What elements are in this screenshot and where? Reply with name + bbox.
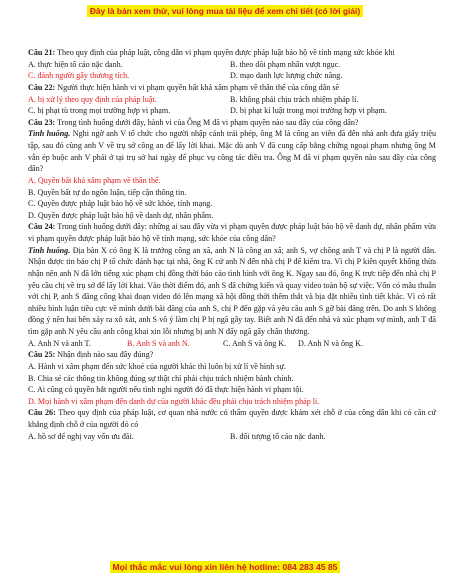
- option-b: B. theo dõi phạm nhân vượt ngục.: [230, 59, 341, 69]
- question-text: Trong tình huống dưới đây: những ai sau đây vừa vi phạm quyền được pháp luật bảo hộ về danh dự, nhân phẩm vừa vi phạm quyền được pháp luật bảo hộ về tính mạng, sức khỏe của công dân?: [28, 222, 436, 243]
- options-row: [28, 59, 436, 71]
- options-row: [28, 70, 436, 82]
- option-a: A. Anh N và anh T.: [28, 338, 91, 348]
- option-d-answer: D. Mọi hành vi xâm phạm đến danh dự của người khác đều phải chịu trách nhiệm pháp lí.: [28, 396, 320, 406]
- option-a-answer: A. bị xử lý theo quy định của pháp luật.: [28, 94, 157, 104]
- option-b: B. Chia sẻ các thông tin không đúng sự thật chỉ phải chịu trách nhiệm hành chính.: [28, 373, 294, 383]
- option-a: A. Hành vi xâm phạm đến sức khoẻ của người khác thì luôn bị xử lí về hình sự.: [28, 361, 286, 371]
- question-number: Câu 21:: [28, 48, 56, 57]
- question-21: [28, 47, 436, 59]
- option-c: C. Anh S và ông K.: [223, 338, 287, 348]
- situation-label: Tình huống.: [28, 129, 71, 139]
- option-a-answer: A. Quyền bất khả xâm phạm về thân thể.: [28, 175, 161, 185]
- situation-24: [28, 245, 436, 338]
- option-b: B. đối tượng tố cáo nặc danh.: [230, 431, 326, 441]
- option-d: D. Anh N và ông K.: [298, 338, 363, 348]
- question-number: Câu 23:: [28, 117, 56, 127]
- options-row: [28, 94, 436, 106]
- situation-text: Địa bàn X có ông K là trưởng công an xã, anh N là công an xã; anh S, vợ chồng anh T và chị P là người dân. Nhận được tin báo chị P tổ chức đánh bạc tại nhà, ông K cử anh N đến nhà chị P để kiểm tra. Vì chị P kiên quyết không thừa nhận nên anh N đã lớn tiếng xúc phạm chị đồng thời báo cáo tình hình với ông K. Ngay sau đó, ông K trực tiếp đến nhà chị P yêu cầu chị về trụ sở để lấy lời khai. Vào thời điểm đó, anh S đã chứng kiến và quay video toàn bộ sự việc. Vốn có mâu thuẫn với chị P, anh S đăng công khai đoạn video đó lên mạng xã hội đồng thời thêm thắt và bịa đặt nhiều tình tiết khác. Vì có rất nhiều bình luận tiêu cực về mình dưới bài đăng của anh S, chị P đến gặp và yêu cầu anh S gỡ bài đăng trên. Do anh S không đồng ý nên hai bên xảy ra xô xát, anh S vô ý làm chị P bị ngã gây tay. Biết anh N đã đến nhà và xúc phạm vợ mình, anh T đã tìm gặp anh N yêu cầu anh công khai xin lỗi nhưng bị anh N đẩy ngã gây chấn thương.: [28, 245, 437, 336]
- options-row: [28, 105, 436, 117]
- option-a: A. thực hiện tố cáo nặc danh.: [28, 59, 123, 69]
- question-text: Theo quy định của pháp luật, cơ quan nhà nước có thẩm quyền được khám xét chỗ ở của công dân khi có căn cứ khẳng định chỗ ở của người đó có: [28, 408, 436, 429]
- question-number: Câu 22:: [28, 82, 56, 92]
- hotline-banner: Mọi thắc mắc vui lòng xin liên hệ hotline: 084 283 45 85: [0, 562, 450, 572]
- question-number: Câu 24:: [28, 222, 56, 232]
- option-d: D. mạo danh lực lượng chức năng.: [230, 71, 343, 81]
- preview-banner: Đây là bản xem thử, vui lòng mua tài liệu để xem chi tiết (có lời giải): [0, 6, 450, 16]
- option-b: B. Quyền bất tự do ngôn luận, tiếp cận thông tin.: [28, 187, 187, 197]
- question-text: Trong tình huống dưới đây, hành vi của Ông M đã vi phạm quyền nào sau đây của công dân?: [57, 117, 359, 127]
- document-body: [28, 47, 436, 442]
- option-c: C. bị phạt tù trong mọi trường hợp vi phạm.: [28, 106, 171, 116]
- option-a: A. hồ sơ để nghị vay vốn ưu đãi.: [28, 431, 134, 441]
- question-text: Nhận định nào sau đây đúng?: [57, 350, 154, 360]
- option-d: D. bị phạt kỉ luật trong mọi trường hợp vi phạm.: [230, 106, 387, 116]
- question-text: Theo quy định của pháp luật, công dân vi phạm quyền được pháp luật bảo hộ về tính mạng sức khỏe khi: [57, 48, 395, 57]
- question-number: Câu 25:: [28, 350, 56, 360]
- question-text: Người thực hiện hành vi vi phạm quyền bất khả xâm phạm về thân thể của công dân sẽ: [57, 82, 340, 92]
- options-row: [28, 338, 436, 350]
- situation-label: Tình huống.: [28, 245, 71, 255]
- option-b: B. không phải chịu trách nhiệm pháp lí.: [230, 94, 359, 104]
- option-c: C. Ai cũng có quyền bắt người nếu tình nghi người đó đã thực hiện hành vi phạm tội.: [28, 385, 304, 395]
- question-22: [28, 82, 436, 94]
- question-24: [28, 221, 436, 244]
- situation-23: [28, 128, 436, 175]
- option-c-answer: C. đánh người gây thương tích.: [28, 71, 130, 81]
- situation-text: Nghi ngờ anh V tổ chức cho người nhập cảnh trái phép, ông M là công an viên đã đến nhà anh đưa giấy triệu tập, sau đó cùng anh V về trụ sở công an để lấy lời khai. Mặc dù anh V đã cung cấp bằng chứng ngoại phạm nhưng ông M vẫn ép buộc anh V phải ở tại trụ sở hai ngày để phục vụ công tác điều tra. Ông M đã vi phạm quyền nào sau đây của công dân?: [28, 129, 436, 174]
- option-d: D. Quyền được pháp luật bảo hộ về danh dự, nhân phẩm.: [28, 210, 214, 220]
- question-23: [28, 117, 436, 129]
- options-row: [28, 431, 436, 443]
- question-26: [28, 407, 436, 430]
- option-b-answer: B. Anh S và anh N.: [127, 338, 190, 348]
- option-c: C. Quyền được pháp luật bảo hộ về sức khỏe, tính mạng.: [28, 199, 213, 209]
- question-number: Câu 26:: [28, 408, 56, 418]
- question-25: [28, 349, 436, 361]
